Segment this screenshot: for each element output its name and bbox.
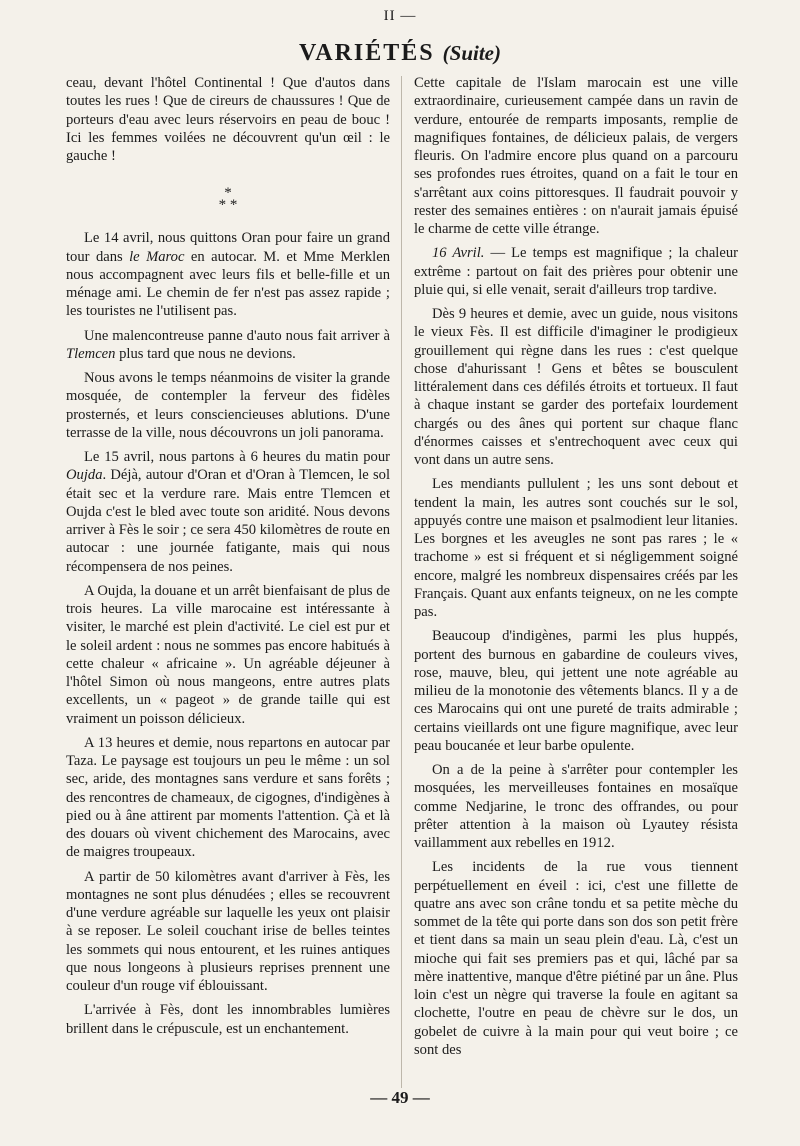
paragraph: Les mendiants pullulent ; les uns sont debout et tendent la main, les autres sont couchés sur le sol, appuyés contre une maison et psalmodient leur litanies. Les borgnes et les aveugles ne sont pas rares ; le « trachome » est si fréquent et si négligemment soigné encore, malgré les nombreux dispensaires créés par les Français. Quant aux enfants teigneux, on ne les compte pas. — [414, 476, 738, 620]
paragraph: 16 Avril. — Le temps est magnifique ; la chaleur extrême : partout on fait des prières pour obtenir une pluie qui, si elle venait, serait d'ailleurs trop tardive. — [414, 245, 738, 298]
section-title — [0, 40, 800, 67]
column-divider — [401, 76, 402, 1088]
paragraph: Dès 9 heures et demie, avec un guide, nous visitons le vieux Fès. Il est difficile d'imaginer le prodigieux grouillement qui règne dans les rues : c'est quelque chose d'ahurissant ! Gens et bêtes se bousculent littéralement dans ces défilés étroits et tortueux. Il faut à chaque instant se garder des portefaix lourdement chargés ou des ânes qui portent sur chaque flanc d'énormes caisses et s'entrechoquent avec ceux qui vont dans un autre sens. — [414, 306, 738, 468]
place-name: Oujda — [66, 467, 103, 484]
paragraph: Une malencontreuse panne d'auto nous fait arriver à Tlemcen plus tard que nous ne devions. — [66, 327, 390, 362]
paragraph: On a de la peine à s'arrêter pour contempler les mosquées, les merveilleuses fontaines en mosaïque comme Nedjarine, le tronc des offrandes, ou pour prêter attention à la maison où Lyautey résista vaillamment aux rebelles en 1912. — [414, 762, 738, 851]
paragraph: A 13 heures et demie, nous repartons en autocar par Taza. Le paysage est toujours un peu le même : un sol sec, aride, des montagnes sans verdure et sans forêts ; des rencontres de chameaux, de cigognes, d'indigènes à pied ou à âne attirent par moments l'attention. Çà et là des douars où vivent chichement des Marocains, avec de maigres troupeaux. — [66, 734, 390, 861]
paragraph: A Oujda, la douane et un arrêt bienfaisant de plus de trois heures. La ville marocaine est intéressante à visiter, le marché est plein d'activité. Le ciel est pur et le soleil ardent : nous ne sommes pas encore habitués à cette chaleur « africaine ». Un agréable déjeuner à l'hôtel Simon où nous mangeons, entre autres plats excellents, un « pageot » de grande taille qui est vraiment un poisson délicieux. — [66, 582, 390, 727]
page-top-number: II — — [383, 8, 417, 24]
paragraph: A partir de 50 kilomètres avant d'arriver à Fès, les montagnes ne sont plus dénudées ; elles se recouvrent d'une verdure agréable sur laquelle les yeux ont plaisir à se reposer. Le soleil couchant irise de belles teintes les sommets qui nous entourent, et les ruines antiques que nous longeons à plusieurs reprises prennent une couleur d'un rouge vif éblouissant. — [66, 868, 390, 994]
asterism — [66, 185, 390, 214]
section-title-main: VARIÉTÉS — [299, 40, 435, 66]
paragraph: ceau, devant l'hôtel Continental ! Que d'autos dans toutes les rues ! Que de cireurs de chaussures ! Que de porteurs d'eau avec leurs réservoirs en peau de bouc ! Ici les femmes voilées ne découvrent qu'un œil : le gauche ! — [66, 75, 390, 164]
paragraph: Beaucoup d'indigènes, parmi les plus huppés, portent des burnous en gabardine de couleurs vives, rose, mauve, bleu, qui jettent une note agréable au milieu de la monotonie des vêtements blancs. Il y a de ces Marocains qui ont une pureté de traits admirable ; certains vieillards ont une figure magnifique, avec leur peau boucanée et leur barbe opulente. — [414, 628, 738, 754]
asterism-top: * — [224, 185, 232, 202]
paragraph: L'arrivée à Fès, dont les innombrables lumières brillent dans le crépuscule, est un enchantement. — [66, 1002, 390, 1037]
place-name: le Maroc — [129, 248, 185, 265]
right-column — [414, 74, 738, 1065]
date-label: 16 Avril. — [432, 245, 485, 262]
paragraph: Le 14 avril, nous quittons Oran pour faire un grand tour dans le Maroc en autocar. M. et Mme Merklen nous accompagnent avec leurs fils et belle-fille et un ménage ami. Le chemin de fer n'est pas assez rapide ; les touristes ne l'utilisent pas. — [66, 230, 390, 320]
place-name: Tlemcen — [66, 345, 116, 362]
paragraph: Nous avons le temps néanmoins de visiter la grande mosquée, de contempler la ferveur des fidèles prosternés, et leurs consciencieuses ablutions. D'une terrasse de la ville, nous découvrons un joli panorama. — [66, 370, 390, 441]
page-folio: — 49 — — [370, 1088, 430, 1107]
left-column — [66, 74, 390, 1044]
paragraph: Le 15 avril, nous partons à 6 heures du matin pour Oujda. Déjà, autour d'Oran et d'Oran à Tlemcen, le sol était sec et la verdure rare. Mais entre Tlemcen et Oujda c'est le bled avec toute son aridité. Nous devons arriver à Fès le soir ; ce sera 450 kilomètres de route en autocar : une journée fatigante, mais qui nous récompensera de nos peines. — [66, 449, 390, 575]
paragraph: Cette capitale de l'Islam marocain est une ville extraordinaire, curieusement campée dans un ravin de verdure, entourée de remparts imposants, remplie de magnifiques fontaines, de délicieux palais, de vergers fleuris. On l'admire encore plus quand on a parcouru ses profondes rues étroites, quand on a fait le tour en s'arrêtant aux coins pittoresques. Il faudrait pouvoir y rester des semaines entières : on n'aurait jamais épuisé le charme de cette ville étrange. — [414, 75, 738, 237]
asterism-bottom: * * — [218, 197, 238, 214]
section-title-suite: (Suite) — [442, 41, 501, 65]
paragraph: Les incidents de la rue vous tiennent perpétuellement en éveil : ici, c'est une fillette de quatre ans avec son crâne tondu et sa petite mèche du sommet de la tête qui porte dans son dos son petit frère et tient dans sa main un seau plein d'eau. Là, c'est un mioche qui fait ses premiers pas et qui, lâché par sa mère inattentive, manque d'être piétiné par un âne. Plus loin c'est un nègre qui traverse la foule en agitant sa clochette, l'outre en peau de chèvre sur le dos, un gobelet de cuivre à la main pour qui veut boire ; ce sont des — [414, 859, 738, 1058]
